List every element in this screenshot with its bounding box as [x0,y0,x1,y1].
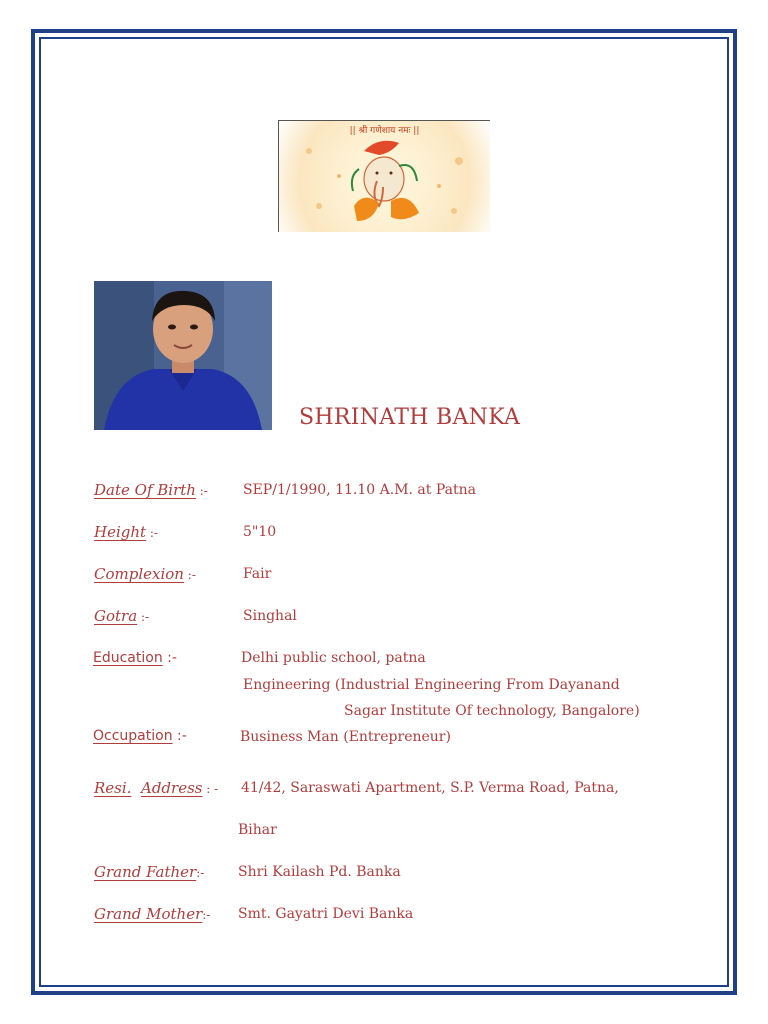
dob-separator: :- [195,484,208,498]
education-label [93,650,177,666]
complexion-value: Fair [243,566,272,582]
grandfather-separator: :- [196,866,205,880]
address-separator: : - [202,782,219,796]
address-line-2: Bihar [238,822,277,838]
gotra-separator: :- [137,610,150,624]
grandfather-label-text: Grand Father [94,863,197,881]
occupation-label [93,728,187,744]
grandmother-label-text: Grand Mother [94,905,203,923]
education-line-3: Sagar Institute Of technology, Bangalore) [344,703,640,719]
gotra-label [94,607,149,625]
grandmother-separator: :- [202,908,211,922]
grandmother-value: Smt. Gayatri Devi Banka [238,906,414,922]
emblem-caption: || श्री गणेशाय नमः || [349,126,420,136]
complexion-separator: :- [183,568,196,582]
occupation-label-text: Occupation [93,728,173,744]
address-label-text-2: Address [140,779,203,797]
gotra-value: Singhal [243,608,297,624]
education-separator: :- [162,650,177,666]
height-separator: :- [146,526,158,540]
height-label [94,523,158,541]
dob-label-text: Date Of Birth [94,481,196,499]
dob-value: SEP/1/1990, 11.10 A.M. at Patna [243,482,476,498]
education-line-1: Delhi public school, patna [241,650,426,666]
grandfather-label [94,863,204,881]
education-label-text: Education [93,650,163,666]
profile-photo [94,281,272,430]
occupation-value: Business Man (Entrepreneur) [240,729,451,745]
candidate-name: SHRINATH BANKA [299,405,521,430]
ganesh-icon [279,121,490,232]
person-photo-icon [94,281,272,430]
occupation-separator: :- [172,728,187,744]
gotra-label-text: Gotra [94,607,138,625]
grandmother-label [94,905,210,923]
education-line-2: Engineering (Industrial Engineering From Dayanand [243,677,620,693]
address-label [94,779,218,797]
ganesh-emblem [278,120,490,232]
height-value: 5"10 [243,524,277,540]
complexion-label-text: Complexion [94,565,184,583]
grandfather-value: Shri Kailash Pd. Banka [238,864,401,880]
dob-label [94,481,208,499]
address-label-text-1: Resi. [94,779,132,797]
complexion-label [94,565,196,583]
height-label-text: Height [94,523,147,541]
address-line-1: 41/42, Saraswati Apartment, S.P. Verma Road, Patna, [241,780,619,796]
